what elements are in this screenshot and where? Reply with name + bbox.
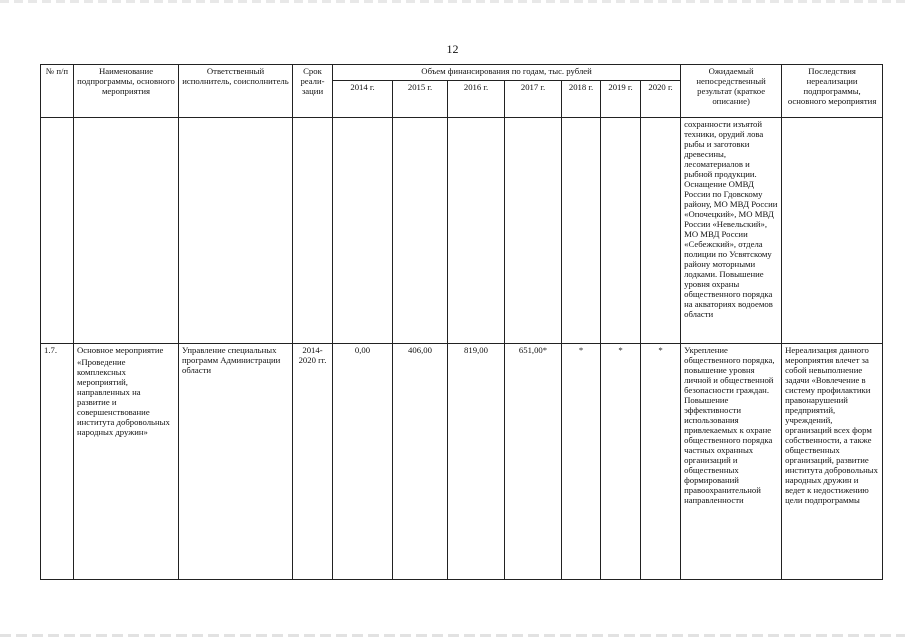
header-financing: Объем финансирования по годам, тыс. рублей	[333, 65, 681, 81]
header-result: Ожидаемый непосредственный результат (краткое описание)	[681, 65, 782, 118]
row-value-2014: 0,00	[333, 344, 393, 580]
page-number: 12	[446, 42, 459, 56]
scan-edge-top	[0, 0, 905, 3]
header-year: 2017 г.	[505, 81, 562, 118]
row-term: 2014- 2020 гг.	[293, 344, 333, 580]
row-name-quote: «Проведение комплексных мероприятий, направленных на развитие и совершенствование института добровольных народных дружин»	[77, 357, 170, 437]
row-num: 1.7.	[41, 344, 74, 580]
row-name-title: Основное мероприятие	[77, 345, 164, 355]
header-year: 2019 г.	[601, 81, 641, 118]
row-value-2015: 406,00	[393, 344, 448, 580]
table-row-1-7	[41, 344, 883, 580]
header-consequences: Последствия нереализации подпрограммы, основного мероприятия	[782, 65, 883, 118]
header-term: Срок реали- зации	[293, 65, 333, 118]
row-consequences: Нереализация данного мероприятия влечет за собой невыполнение задачи «Вовлечение в систему профилактики правонарушений предприятий, учреждений, организаций всех форм собственности, а также общественных организаций, развитие института добровольных народных дружин и ведет к недостижению цели подпрограммы	[782, 344, 883, 580]
row-value-2018: *	[562, 344, 601, 580]
scan-edge-bottom	[0, 634, 905, 637]
header-year: 2015 г.	[393, 81, 448, 118]
header-year: 2018 г.	[562, 81, 601, 118]
row-executor: Управление специальных программ Администрации области	[179, 344, 293, 580]
header-year: 2020 г.	[641, 81, 681, 118]
row-name	[74, 344, 179, 580]
row-value-2020: *	[641, 344, 681, 580]
header-year: 2014 г.	[333, 81, 393, 118]
continuation-result: сохранности изъятой техники, орудий лова рыбы и заготовки древесины, лесоматериалов и рыбной продукции. Оснащение ОМВД России по Гдовскому району, МО МВД России «Опочецкий», МО МВД России «Невельский», МО МВД России «Себежский», отдела полиции по Усвятскому району моторными лодками. Повышение уровня охраны общественного порядка на акваториях водоемов области	[681, 118, 782, 344]
row-result: Укрепление общественного порядка, повышение уровня личной и общественной безопасности граждан. Повышение эффективности использования привлекаемых к охране общественного порядка частных охранных организаций и общественных формирований правоохранительной направленности	[681, 344, 782, 580]
row-value-2017: 651,00*	[505, 344, 562, 580]
header-name: Наименование подпрограммы, основного мероприятия	[74, 65, 179, 118]
row-value-2019: *	[601, 344, 641, 580]
header-executor: Ответственный исполнитель, соисполнитель	[179, 65, 293, 118]
row-value-2016: 819,00	[448, 344, 505, 580]
table-row-continuation	[41, 118, 883, 344]
financing-table	[40, 64, 883, 580]
header-num: № п/п	[41, 65, 74, 118]
header-year: 2016 г.	[448, 81, 505, 118]
